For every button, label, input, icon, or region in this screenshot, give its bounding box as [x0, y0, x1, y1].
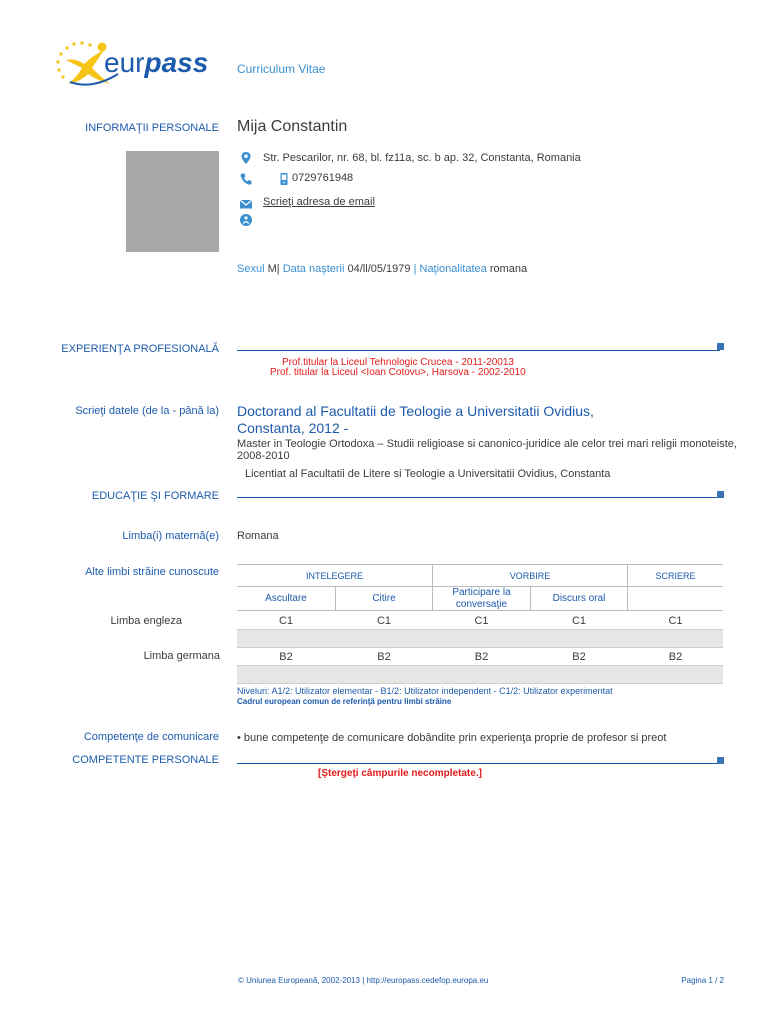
grid-sub-production: Discurs oral	[552, 593, 606, 604]
separator: |	[413, 263, 417, 275]
language-certificate-row	[237, 665, 723, 684]
language-level: C1	[376, 615, 392, 627]
language-level: B2	[279, 651, 293, 663]
master-line-2: 2008-2010	[237, 450, 290, 462]
grid-sub-interaction-2: conversaţie	[455, 599, 508, 610]
grid-head-speaking: VORBIRE	[509, 571, 551, 581]
section-label-personal-skills: COMPETENTE PERSONALE	[72, 754, 219, 766]
language-level: C1	[474, 615, 489, 627]
location-pin-icon	[239, 151, 253, 165]
logo-text-eur: eur	[104, 47, 145, 78]
bullet-icon: •	[237, 732, 244, 744]
position-title-line-2: Constanta, 2012 -	[237, 420, 349, 436]
language-certificate-row	[237, 629, 723, 648]
photo-placeholder	[126, 151, 219, 252]
language-level: B2	[474, 651, 489, 663]
section-divider-marker	[717, 491, 724, 498]
language-level: C1	[278, 615, 294, 627]
section-label-education: EDUCAŢIE ŞI FORMARE	[91, 490, 219, 502]
communication-label: Competenţe de comunicare	[83, 731, 219, 743]
experience-job-2: Prof. titular la Liceul <Ioan Cotovu>, Harsova - 2002-2010	[270, 367, 526, 378]
section-divider	[237, 350, 720, 351]
mother-tongue-label: Limba(i) maternă(e)	[122, 530, 219, 542]
mobile-phone-icon	[277, 172, 291, 186]
footer-page-number: Pagina 1 / 2	[681, 976, 724, 985]
grid-sub-interaction-1: Participare la	[452, 587, 511, 598]
other-languages-label: Alte limbi străine cunoscute	[85, 566, 219, 578]
sex-label: Sexul	[237, 263, 265, 275]
language-grid-top-border	[237, 564, 723, 565]
communication-item	[237, 732, 666, 744]
instant-messaging-icon	[239, 213, 253, 227]
email-icon	[239, 197, 253, 211]
nationality-label: Naţionalitatea	[419, 263, 487, 275]
section-label-personal: INFORMAŢII PERSONALE	[85, 122, 219, 134]
mobile-number: 0729761948	[292, 172, 354, 184]
phone-icon	[239, 172, 253, 186]
language-level: C1	[668, 615, 683, 627]
language-level: B2	[668, 651, 683, 663]
grid-head-writing: SCRIERE	[655, 571, 696, 581]
section-label-experience: EXPERIENŢA PROFESIONALĂ	[61, 343, 219, 355]
section-divider	[237, 763, 720, 764]
communication-value: bune competenţe de comunicare dobândite prin experienţa proprie de profesor si preot	[243, 732, 667, 744]
footer-copyright: © Uniunea Europeană, 2002-2013 | http://europass.cedefop.europa.eu	[238, 976, 489, 985]
experience-job-1: Prof.titular la Liceul Tehnologic Crucea - 2011-20013	[282, 357, 514, 368]
dates-label: Scrieţi datele (de la - până la)	[75, 405, 219, 417]
person-name: Mija Constantin	[237, 118, 348, 135]
grid-sub-listening: Ascultare	[265, 593, 307, 604]
framework-note: Cadrul european comun de referinţă pentru limbi străine	[237, 697, 452, 706]
sex-value: M|	[267, 263, 280, 275]
europass-logo	[52, 38, 222, 90]
mother-tongue-value: Romana	[237, 530, 279, 542]
personal-details-line	[237, 263, 527, 275]
language-level: B2	[572, 651, 586, 663]
master-line-1: Master in Teologie Ortodoxa – Studii religioase si canonico-juridice ale celor trei mari religii monoteiste,	[237, 438, 737, 450]
language-level: B2	[377, 651, 391, 663]
document-title: Curriculum Vitae	[237, 62, 326, 76]
birth-label: Data naşterii	[282, 263, 345, 275]
language-grid-subheader-border	[237, 610, 723, 611]
section-divider	[237, 497, 720, 498]
address: Str. Pescarilor, nr. 68, bl. fz11a, sc. b ap. 32, Constanta, Romania	[263, 152, 581, 164]
email-link[interactable]: Scrieţi adresa de email	[263, 196, 375, 208]
section-divider-marker	[717, 757, 724, 764]
birth-value: 04/ll/05/1979	[347, 263, 411, 275]
language-level: C1	[571, 615, 587, 627]
nationality-value: romana	[489, 263, 528, 275]
levels-note: Niveluri: A1/2: Utilizator elementar - B1/2: Utilizator independent - C1/2: Utilizator experimentat	[237, 686, 613, 696]
grid-sub-reading: Citire	[372, 593, 396, 604]
language-name: Limba engleza	[110, 615, 182, 627]
logo-text-pass: pass	[144, 47, 209, 78]
delete-empty-fields-note: [Ştergeţi câmpurile necompletate.]	[318, 768, 482, 779]
language-name: Limba germana	[143, 650, 220, 662]
position-title-line-1: Doctorand al Facultatii de Teologie a Universitatii Ovidius,	[237, 403, 594, 419]
section-divider-marker	[717, 343, 724, 350]
grid-head-understanding: INTELEGERE	[305, 571, 363, 581]
licentiat-line: Licentiat al Facultatii de Litere si Teologie a Universitatii Ovidius, Constanta	[245, 468, 611, 480]
